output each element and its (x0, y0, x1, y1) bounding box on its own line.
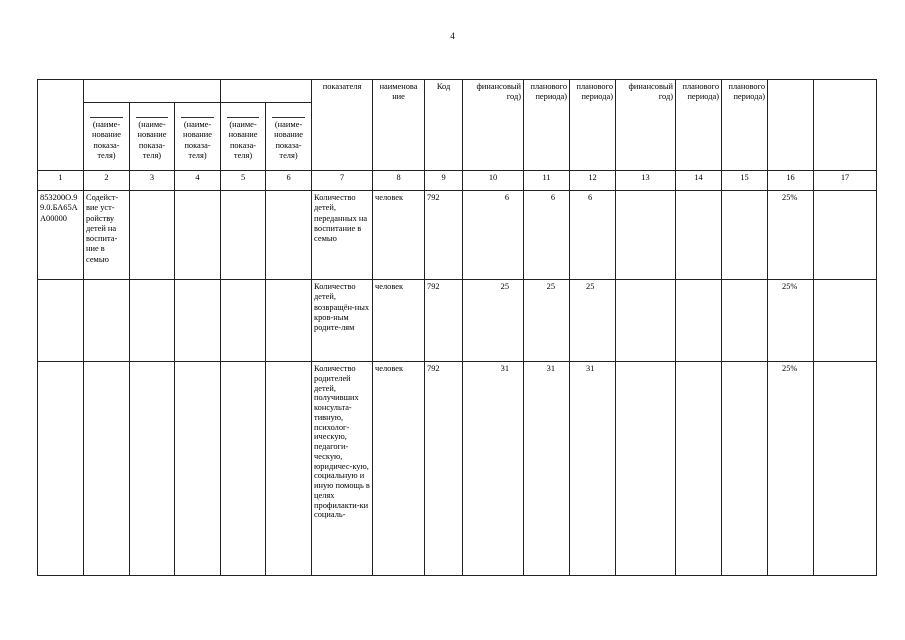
header-unit-name: наименова ние (373, 80, 425, 171)
header-cell (221, 80, 312, 103)
header-cell (84, 80, 221, 103)
header-fin-year-2: финансовый год) (616, 80, 676, 171)
empty-cell (616, 362, 676, 576)
empty-cell (221, 280, 266, 362)
unit-name: человек (373, 191, 425, 280)
allowed-deviation: 25% (768, 280, 814, 362)
sub-header-cell (84, 103, 130, 171)
page-number: 4 (450, 31, 455, 41)
allowed-deviation: 25% (768, 191, 814, 280)
header-fin-year: финансовый год) (463, 80, 524, 171)
sub-header-cell (175, 103, 221, 171)
empty-cell (266, 362, 312, 576)
okei-code: 792 (425, 280, 463, 362)
sub-label: (наиме-нование показа-теля) (92, 120, 121, 160)
service-content: Содейст-вие уст-ройству детей на воспита-ние в семью (84, 191, 130, 280)
table-row (38, 280, 877, 362)
column-number: 11 (524, 171, 570, 191)
empty-cell (616, 280, 676, 362)
empty-cell (266, 280, 312, 362)
value-fin-year: 6 (463, 191, 524, 280)
header-indicator-name: показателя (312, 80, 373, 171)
column-numbers-row (38, 171, 877, 191)
empty-cell (676, 280, 722, 362)
column-number: 2 (84, 171, 130, 191)
sub-header-cell (266, 103, 312, 171)
empty-cell (221, 191, 266, 280)
header-plan-period-1: планового периода) (524, 80, 570, 171)
empty-cell (175, 191, 221, 280)
column-number: 8 (373, 171, 425, 191)
empty-cell (722, 191, 768, 280)
header-cell (38, 80, 84, 171)
empty-cell (175, 362, 221, 576)
column-number: 15 (722, 171, 768, 191)
indicator-name: Количество детей, возвращён-ных кров-ным родите-лям (312, 280, 373, 362)
empty-cell (676, 362, 722, 576)
table-row (38, 362, 877, 576)
value-plan-2: 25 (570, 280, 616, 362)
value-plan-1: 25 (524, 280, 570, 362)
registry-code: 853200О.99.0.БА65АА00000 (38, 191, 84, 280)
sub-header-cell (130, 103, 175, 171)
empty-cell (814, 280, 877, 362)
empty-cell (814, 362, 877, 576)
header-cell (768, 80, 814, 171)
value-plan-2: 6 (570, 191, 616, 280)
sub-label: (наиме-нование показа-теля) (183, 120, 212, 160)
empty-cell (814, 191, 877, 280)
unit-name: человек (373, 280, 425, 362)
empty-cell (266, 191, 312, 280)
indicators-table (37, 79, 877, 576)
value-plan-1: 31 (524, 362, 570, 576)
service-content (84, 362, 130, 576)
empty-cell (722, 280, 768, 362)
header-cell (814, 80, 877, 171)
column-number: 17 (814, 171, 877, 191)
registry-code (38, 362, 84, 576)
empty-cell (130, 362, 175, 576)
value-fin-year: 25 (463, 280, 524, 362)
indicator-name: Количество детей, переданных на воспитание в семью (312, 191, 373, 280)
unit-name: человек (373, 362, 425, 576)
column-number: 9 (425, 171, 463, 191)
empty-cell (175, 280, 221, 362)
column-number: 16 (768, 171, 814, 191)
column-number: 7 (312, 171, 373, 191)
header-plan-period-2: планового периода) (570, 80, 616, 171)
sub-label: (наиме-нование показа-теля) (137, 120, 167, 160)
empty-cell (130, 280, 175, 362)
empty-cell (616, 191, 676, 280)
value-plan-1: 6 (524, 191, 570, 280)
column-number: 4 (175, 171, 221, 191)
empty-cell (676, 191, 722, 280)
service-content (84, 280, 130, 362)
table-row (38, 191, 877, 280)
sub-header-cell (221, 103, 266, 171)
value-fin-year: 31 (463, 362, 524, 576)
registry-code (38, 280, 84, 362)
sub-label: (наиме-нование показа-теля) (228, 120, 258, 160)
indicator-name: Количество родителей детей, получивших консульта-тивную, психолог-ическую, педагоги-ческую, юридичес-кую, социальную и иную помощь в целях профилакти-ки социаль- (312, 362, 373, 576)
empty-cell (722, 362, 768, 576)
column-number: 5 (221, 171, 266, 191)
header-plan-period-4: планового периода) (722, 80, 768, 171)
empty-cell (221, 362, 266, 576)
column-number: 1 (38, 171, 84, 191)
column-number: 14 (676, 171, 722, 191)
okei-code: 792 (425, 191, 463, 280)
header-plan-period-3: планового периода) (676, 80, 722, 171)
sub-label: (наиме-нование показа-теля) (274, 120, 303, 160)
column-number: 3 (130, 171, 175, 191)
header-row-top (38, 80, 877, 103)
allowed-deviation: 25% (768, 362, 814, 576)
column-number: 10 (463, 171, 524, 191)
empty-cell (130, 191, 175, 280)
column-number: 13 (616, 171, 676, 191)
column-number: 12 (570, 171, 616, 191)
value-plan-2: 31 (570, 362, 616, 576)
column-number: 6 (266, 171, 312, 191)
header-code: Код (425, 80, 463, 171)
okei-code: 792 (425, 362, 463, 576)
